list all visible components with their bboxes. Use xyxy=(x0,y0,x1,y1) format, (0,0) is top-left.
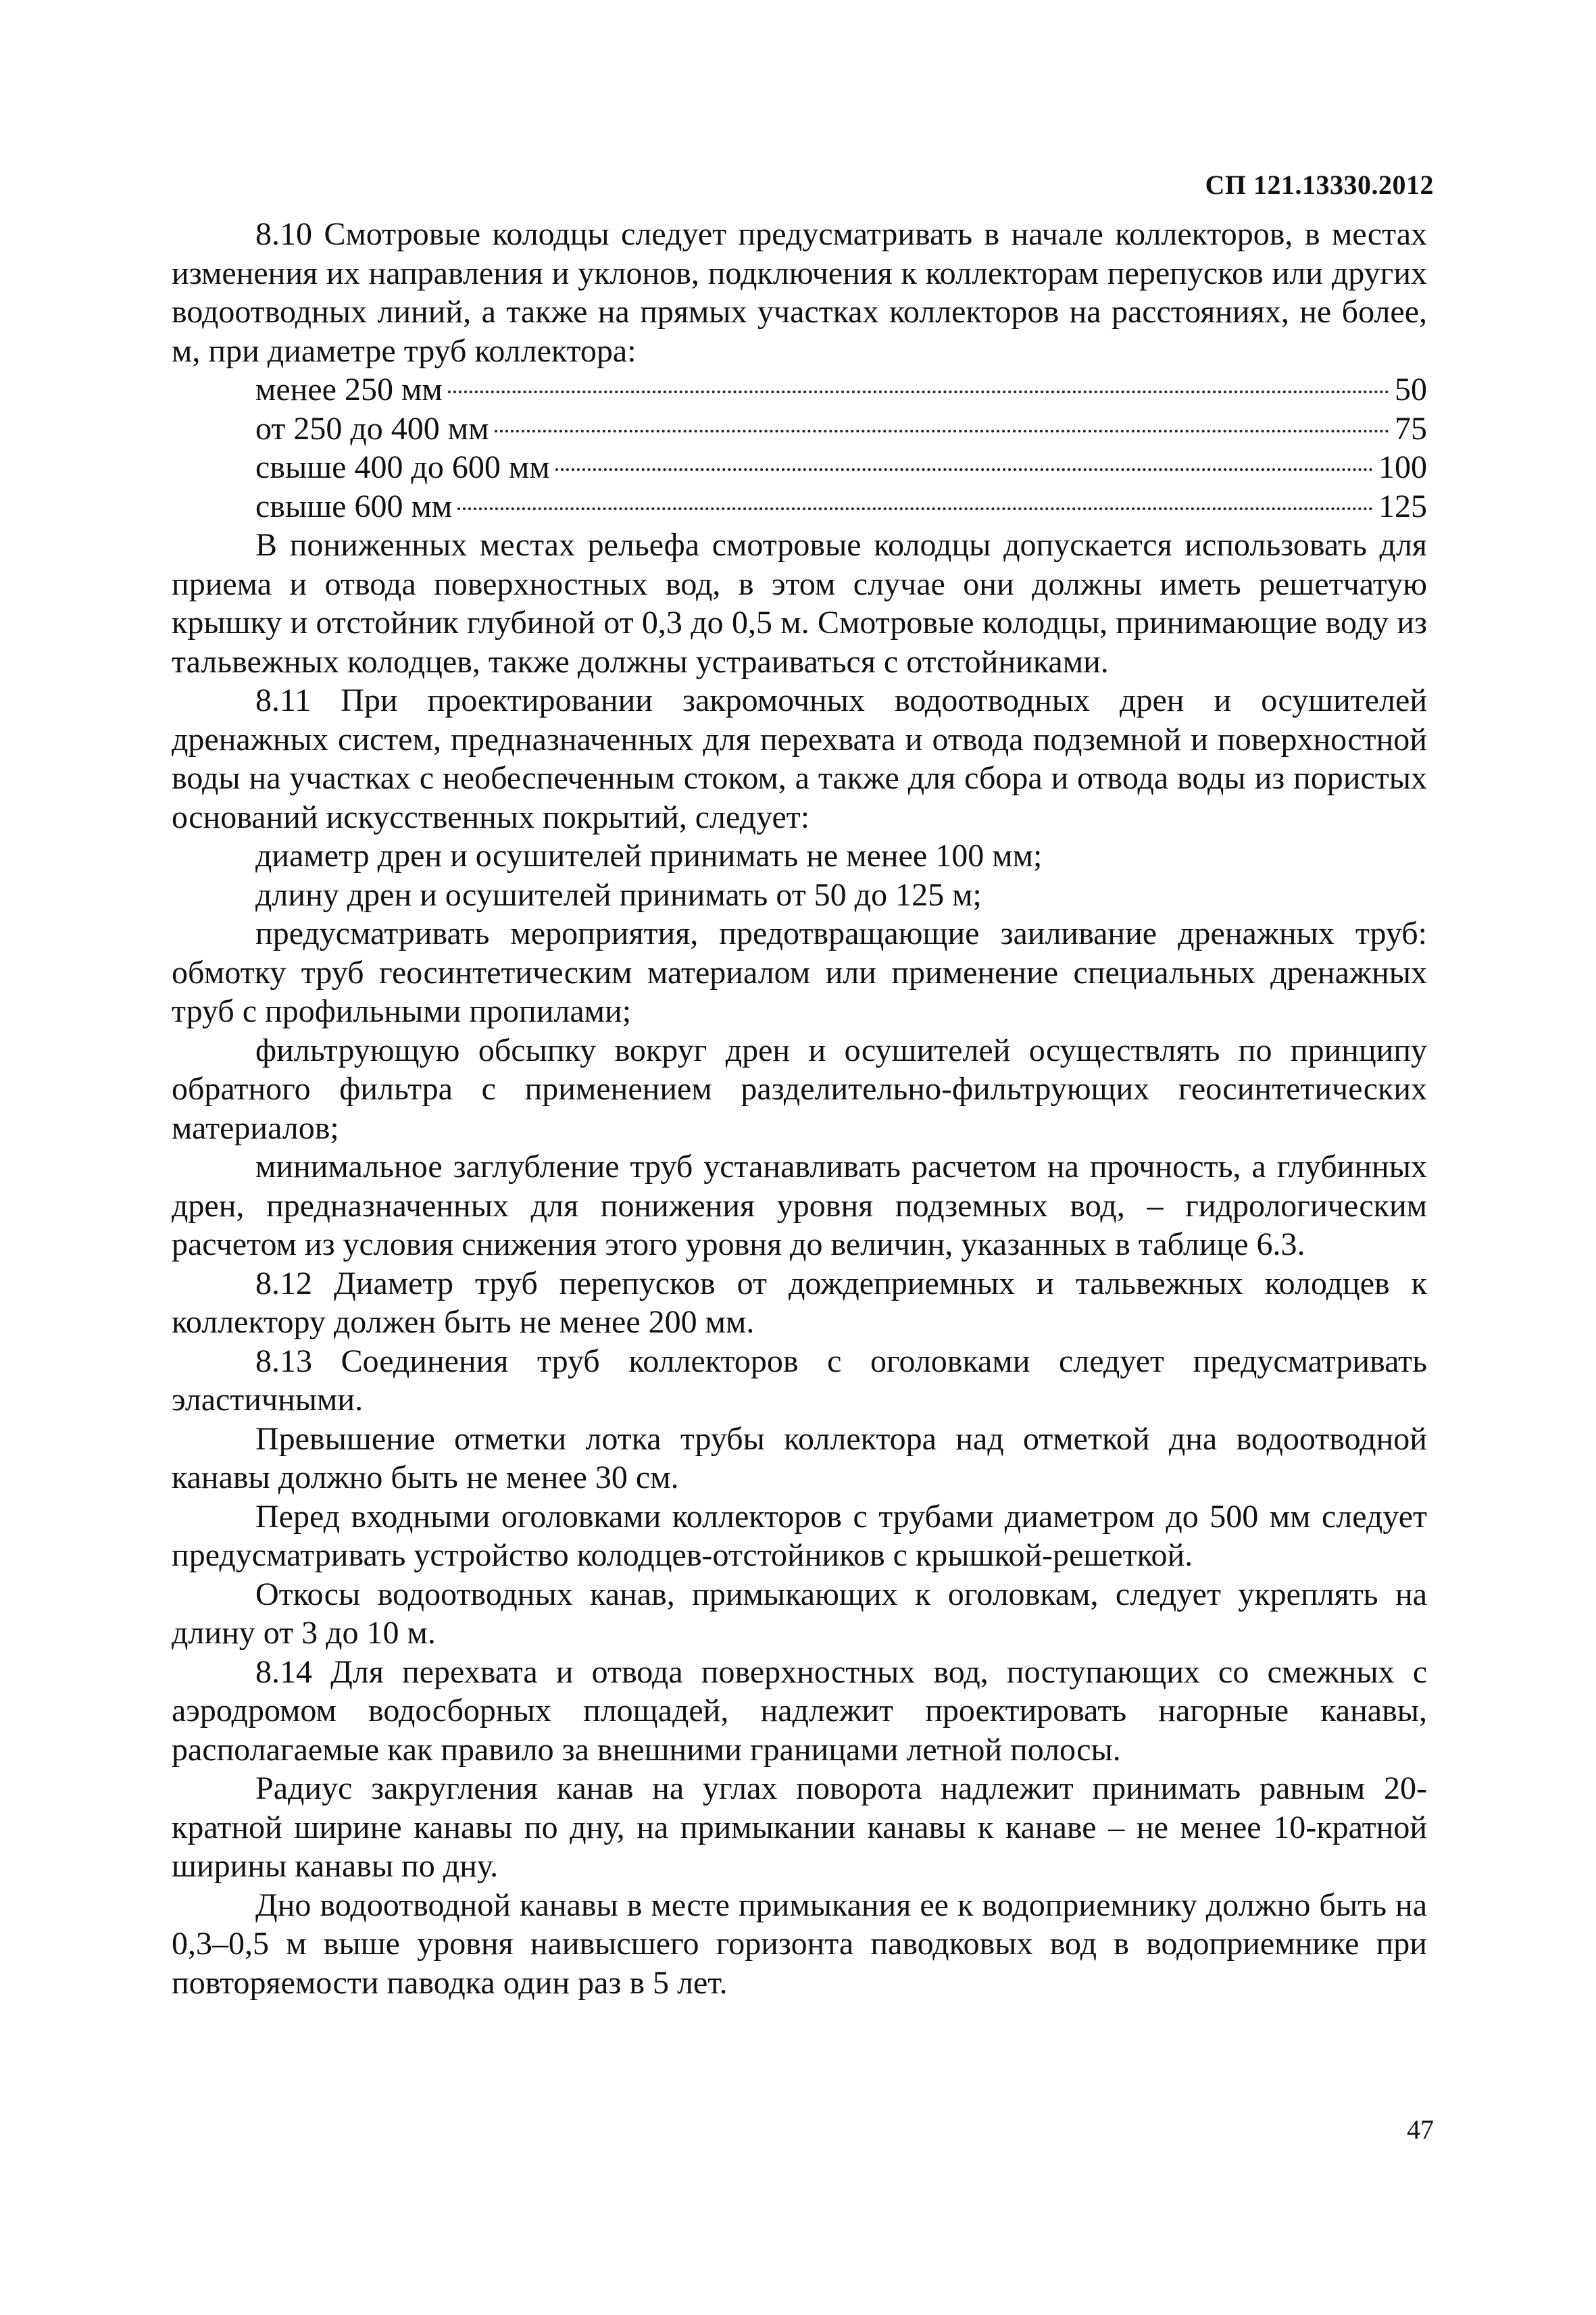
distance-value: 100 xyxy=(1378,449,1427,485)
clause-8-11-item: минимальное заглубление труб устанавливать расчетом на прочность, а глубинных дрен, предназначенных для понижения уровня подземных вод, – гидрологическим расчетом из условия снижения этого уровня до величин, указанных в таблице 6.3. xyxy=(172,1149,1427,1262)
clause-8-11-item: диаметр дрен и осушителей принимать не менее 100 мм; xyxy=(255,838,1043,874)
clause-8-13-paragraph: 8.13 Соединения труб коллекторов с оголовками следует предусматривать эластичными. xyxy=(172,1343,1427,1418)
clause-8-11-item: длину дрен и осушителей принимать от 50 до 125 м; xyxy=(255,876,982,913)
document-header-code: СП 121.13330.2012 xyxy=(1205,170,1434,200)
dot-leader xyxy=(495,430,1389,432)
distance-row xyxy=(172,409,1427,449)
distance-value: 75 xyxy=(1395,410,1427,447)
manhole-distance-list xyxy=(172,370,1427,526)
page-body xyxy=(172,215,1427,2002)
distance-label: менее 250 мм xyxy=(255,372,443,407)
clause-8-11-intro: 8.11 При проектировании закромочных водоотводных дрен и осушителей дренажных систем, предназначенных для перехвата и отвода подземной и поверхностной воды на участках с необеспеченным стоком, а также для сбора и отвода воды из пористых оснований искусственных покрытий, следует: xyxy=(172,682,1427,835)
clause-8-11-item: предусматривать мероприятия, предотвращающие заиливание дренажных труб: обмотку труб геосинтетическим материалом или применение специальных дренажных труб с профильными пропилами; xyxy=(172,916,1427,1029)
dot-leader xyxy=(555,468,1373,471)
distance-value: 50 xyxy=(1395,372,1427,407)
clause-8-14-paragraph: 8.14 Для перехвата и отвода поверхностных вод, поступающих со смежных с аэродромом водосборных площадей, надлежит проектировать нагорные канавы, располагаемые как правило за внешними границами летной полосы. xyxy=(172,1653,1427,1768)
clause-8-10-note: В пониженных местах рельефа смотровые колодцы допускается использовать для приема и отвода поверхностных вод, в этом случае они должны иметь решетчатую крышку и отстойник глубиной от 0,3 до 0,5 м. Смотровые колодцы, принимающие воду из тальвежных колодцев, также должны устраиваться с отстойниками. xyxy=(172,527,1427,680)
clause-8-13-paragraph: Перед входными оголовками коллекторов с трубами диаметром до 500 мм следует предусматривать устройство колодцев-отстойников с крышкой-решеткой. xyxy=(172,1498,1427,1573)
distance-label: свыше 400 до 600 мм xyxy=(255,449,550,485)
page-number: 47 xyxy=(1407,2114,1434,2145)
distance-label: от 250 до 400 мм xyxy=(255,410,489,447)
clause-8-11-item: фильтрующую обсыпку вокруг дрен и осушителей осуществлять по принципу обратного фильтра с применением разделительно-фильтрующих геосинтетических материалов; xyxy=(172,1032,1427,1146)
distance-row xyxy=(172,370,1427,409)
clause-8-12: 8.12 Диаметр труб перепусков от дождеприемных и тальвежных колодцев к коллектору должен быть не менее 200 мм. xyxy=(172,1265,1427,1340)
distance-label: свыше 600 мм xyxy=(255,488,453,524)
distance-row xyxy=(172,487,1427,526)
clause-8-14-paragraph: Дно водоотводной канавы в месте примыкания ее к водоприемнику должно быть на 0,3–0,5 м выше уровня наивысшего горизонта паводковых вод в водоприемнике при повторяемости паводка один раз в 5 лет. xyxy=(172,1887,1427,2001)
dot-leader xyxy=(457,507,1373,510)
distance-row xyxy=(172,448,1427,487)
dot-leader xyxy=(448,391,1389,393)
clause-8-10-intro: 8.10 Смотровые колодцы следует предусматривать в начале коллекторов, в местах изменения их направления и уклонов, подключения к коллекторам перепусков или других водоотводных линий, а также на прямых участках коллекторов на расстояниях, не более, м, при диаметре труб коллектора: xyxy=(172,216,1427,369)
distance-value: 125 xyxy=(1378,488,1427,524)
clause-8-13-paragraph: Откосы водоотводных канав, примыкающих к оголовкам, следует укреплять на длину от 3 до 10 м. xyxy=(172,1576,1427,1651)
clause-8-14-paragraph: Радиус закругления канав на углах поворота надлежит принимать равным 20-кратной ширине канавы по дну, на примыкании канавы к канаве – не менее 10-кратной ширины канавы по дну. xyxy=(172,1770,1427,1884)
clause-8-13-paragraph: Превышение отметки лотка трубы коллектора над отметкой дна водоотводной канавы должно быть не менее 30 см. xyxy=(172,1420,1427,1495)
